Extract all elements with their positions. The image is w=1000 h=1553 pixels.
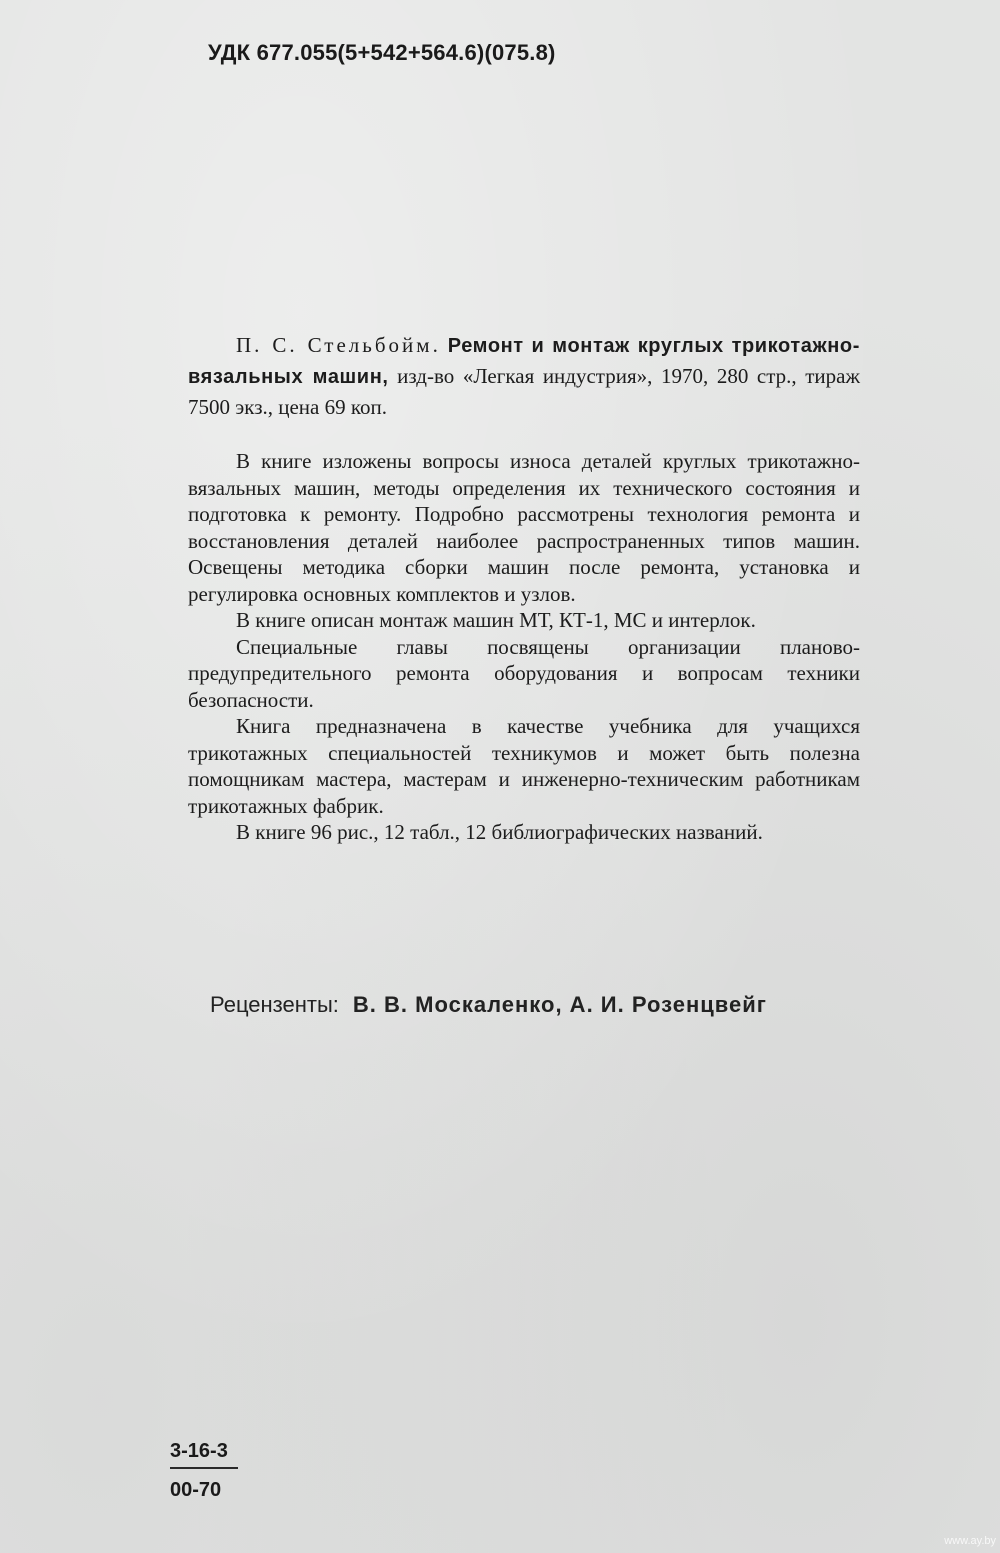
book-title: Ремонт и монтаж круглых трикотажно-вязальных машин, bbox=[188, 335, 860, 388]
abstract-paragraph: В книге 96 рис., 12 табл., 12 библиографических названий. bbox=[236, 820, 763, 844]
publisher-code bbox=[170, 1440, 238, 1502]
abstract-paragraph: В книге описан монтаж машин МТ, КТ-1, МС и интерлок. bbox=[236, 608, 756, 632]
bibliographic-entry bbox=[188, 330, 860, 422]
reviewers-names: В. В. Москаленко, А. И. Розенцвейг bbox=[352, 992, 767, 1017]
publication-details: изд-во «Легкая индустрия», 1970, 280 стр., тираж 7500 экз., цена 69 коп. bbox=[188, 364, 860, 419]
publisher-code-top: 3-16-3 bbox=[170, 1440, 238, 1469]
author-name: П. С. Стельбойм. bbox=[236, 333, 441, 357]
abstract bbox=[188, 448, 860, 846]
abstract-paragraph: Книга предназначена в качестве учебника для учащихся трикотажных специальностей техникумов и может быть полезна помощникам мастера, мастерам и инженерно-техническим работникам трикотажных фабрик. bbox=[188, 714, 860, 818]
abstract-paragraph: Специальные главы посвящены организации планово-предупредительного ремонта оборудования и вопросам техники безопасности. bbox=[188, 634, 860, 712]
watermark: www.ay.by bbox=[944, 1535, 996, 1547]
udc-code: УДК 677.055(5+542+564.6)(075.8) bbox=[208, 40, 556, 65]
abstract-paragraph: В книге изложены вопросы износа деталей круглых трикотажно-вязальных машин, методы определения их технического состояния и подготовка к ремонту. Подробно рассмотрены технология ремонта и восстановления деталей наиболее распространенных типов машин. Освещены методика сборки машин после ремонта, установка и регулировка основных комплектов и узлов. bbox=[188, 449, 860, 606]
publisher-code-bottom: 00-70 bbox=[170, 1479, 222, 1501]
reviewers-label: Рецензенты: bbox=[210, 992, 339, 1017]
reviewers bbox=[210, 992, 767, 1018]
